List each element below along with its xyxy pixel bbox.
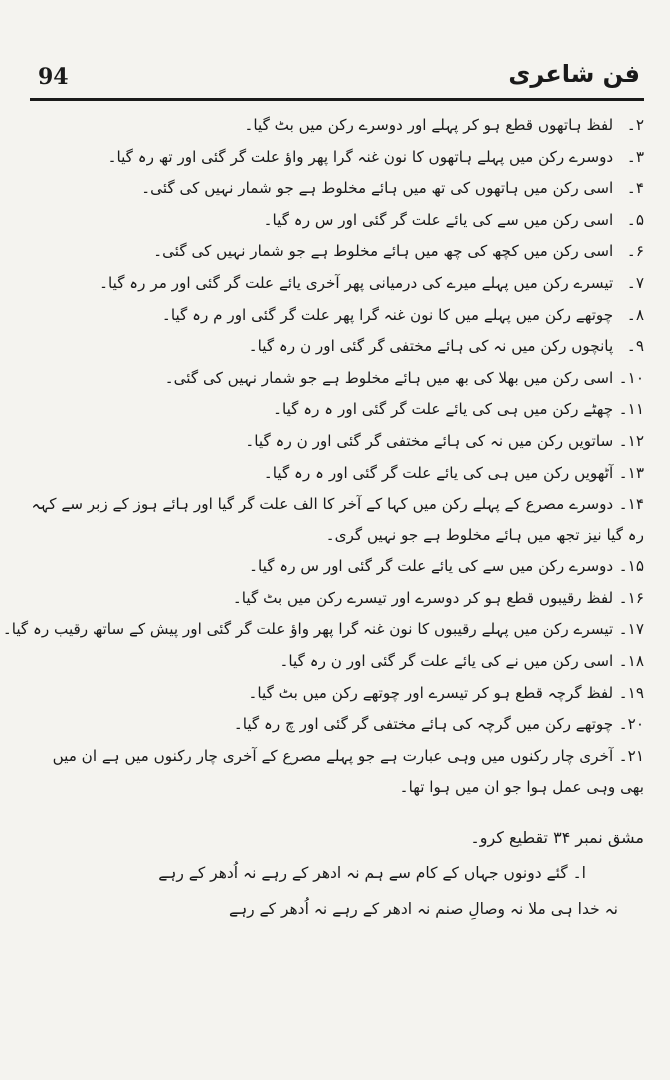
item-text: ساتویں رکن میں نہ کی ہائے مختفی گر گئی اور ن رہ گیا۔ [245,431,614,450]
item-number: ۱۷۔ [618,620,644,639]
list-item [28,458,644,490]
item-text: چوتھے رکن میں گرچہ کی ہائے مختفی گر گئی اور چ رہ گیا۔ [233,715,614,734]
item-number: ۱۰۔ [618,368,644,387]
item-number: ۳۔ [626,147,644,166]
item-number: ۱۴۔ [618,495,644,514]
item-number: ۱۱۔ [618,400,644,419]
item-number: ۸۔ [626,305,644,324]
item-text: لفظ رقیبوں قطع ہو کر دوسرے اور تیسرے رکن میں بٹ گیا۔ [232,588,614,607]
list-item [28,205,644,237]
item-text: دوسرے رکن میں سے کی یائے علت گر گئی اور س رہ گیا۔ [249,557,614,576]
book-title: فن شاعری [508,60,640,88]
item-number: ۲۱۔ [618,746,644,765]
list-item [2,614,644,646]
list-item [28,489,644,551]
list-item [28,363,644,395]
item-text: دوسرے رکن میں پہلے ہاتھوں کا نون غنہ گرا پھر واؤ علت گر گئی اور تھ رہ گیا۔ [107,147,614,166]
item-number: ۱۵۔ [618,557,644,576]
item-number: ۱۲۔ [618,431,644,450]
list-item [28,709,644,741]
item-text: اسی رکن میں کچھ کی چھ میں ہائے مخلوط ہے جو شمار نہیں کی گئی۔ [153,242,614,261]
item-text: دوسرے مصرع کے پہلے رکن میں کہا کے آخر کا الف علت گر گیا اور ہائے ہوز کے زبر سے کہہ رہ گیا نیز تجھ میں ہائے مخلوط ہے جو نہیں گری۔ [31,495,644,545]
item-text: پانچوں رکن میں نہ کی ہائے مختفی گر گئی اور ن رہ گیا۔ [248,337,614,356]
item-text: چھٹے رکن میں ہی کی یائے علت گر گئی اور ہ رہ گیا۔ [273,400,614,419]
list-item [28,741,644,803]
list-item [28,583,644,615]
item-number: ۱۶۔ [618,588,644,607]
item-text: لفظ گرچہ قطع ہو کر تیسرے اور چوتھے رکن میں بٹ گیا۔ [248,683,614,702]
item-text: آخری چار رکنوں میں وہی عبارت ہے جو پہلے مصرع کے آخری چار رکنوں میں ہے ان میں بھی وہی عمل ہوا جو ان میں ہوا تھا۔ [52,746,644,796]
item-number: ۴۔ [626,179,644,198]
list-item [28,110,644,142]
item-number: ۲۔ [626,116,644,134]
item-number: ۷۔ [626,273,644,292]
item-number: ۵۔ [626,210,644,229]
item-number: ۶۔ [626,242,644,261]
item-number: ۱۸۔ [618,651,644,670]
numbered-list [2,110,644,803]
item-text: آٹھویں رکن میں ہی کی یائے علت گر گئی اور ہ رہ گیا۔ [263,463,614,482]
item-number: ۱۳۔ [618,463,644,482]
list-item [28,268,644,300]
item-number: ۱۹۔ [618,683,644,702]
list-item [28,236,644,268]
verse-line-1: ا۔ گئے دونوں جہاں کے کام سے ہم نہ ادھر کے رہے نہ اُدھر کے رہے [158,863,586,882]
header-rule [30,98,644,101]
verse-line-2: نہ خدا ہی ملا نہ وصالِ صنم نہ ادھر کے رہے نہ اُدھر کے رہے [228,899,618,918]
item-text: تیسرے رکن میں پہلے رقیبوں کا نون غنہ گرا پھر واؤ علت گر گئی اور پیش کے ساتھ رقیب رہ گیا۔ [2,620,614,639]
page-content [2,110,644,927]
item-text: لفظ ہاتھوں قطع ہو کر پہلے اور دوسرے رکن میں بٹ گیا۔ [244,116,614,134]
item-number: ۲۰۔ [618,715,644,734]
item-text: اسی رکن میں نے کی یائے علت گر گئی اور ن رہ گیا۔ [279,651,614,670]
item-text: چوتھے رکن میں پہلے میں کا نون غنہ گرا پھر علت گر گئی اور م رہ گیا۔ [161,305,614,324]
item-text: اسی رکن میں ہاتھوں کی تھ میں ہائے مخلوط ہے جو شمار نہیں کی گئی۔ [141,179,614,198]
list-item [28,678,644,710]
list-item [28,646,644,678]
list-item [28,426,644,458]
page-number: 94 [38,64,69,90]
list-item [28,394,644,426]
item-text: تیسرے رکن میں پہلے میرے کی درمیانی پھر آخری یائے علت گر گئی اور مر رہ گیا۔ [99,273,614,292]
list-item [28,300,644,332]
item-text: اسی رکن میں سے کی یائے علت گر گئی اور س رہ گیا۔ [263,210,614,229]
list-item [28,173,644,205]
list-item [28,331,644,363]
list-item [28,142,644,174]
page-header [30,58,640,98]
item-text: اسی رکن میں بھلا کی بھ میں ہائے مخلوط ہے جو شمار نہیں کی گئی۔ [164,368,614,387]
exercise-heading: مشق نمبر ۳۴ تقطیع کرو۔ [470,827,644,847]
list-item [28,551,644,583]
item-number: ۹۔ [626,337,644,356]
